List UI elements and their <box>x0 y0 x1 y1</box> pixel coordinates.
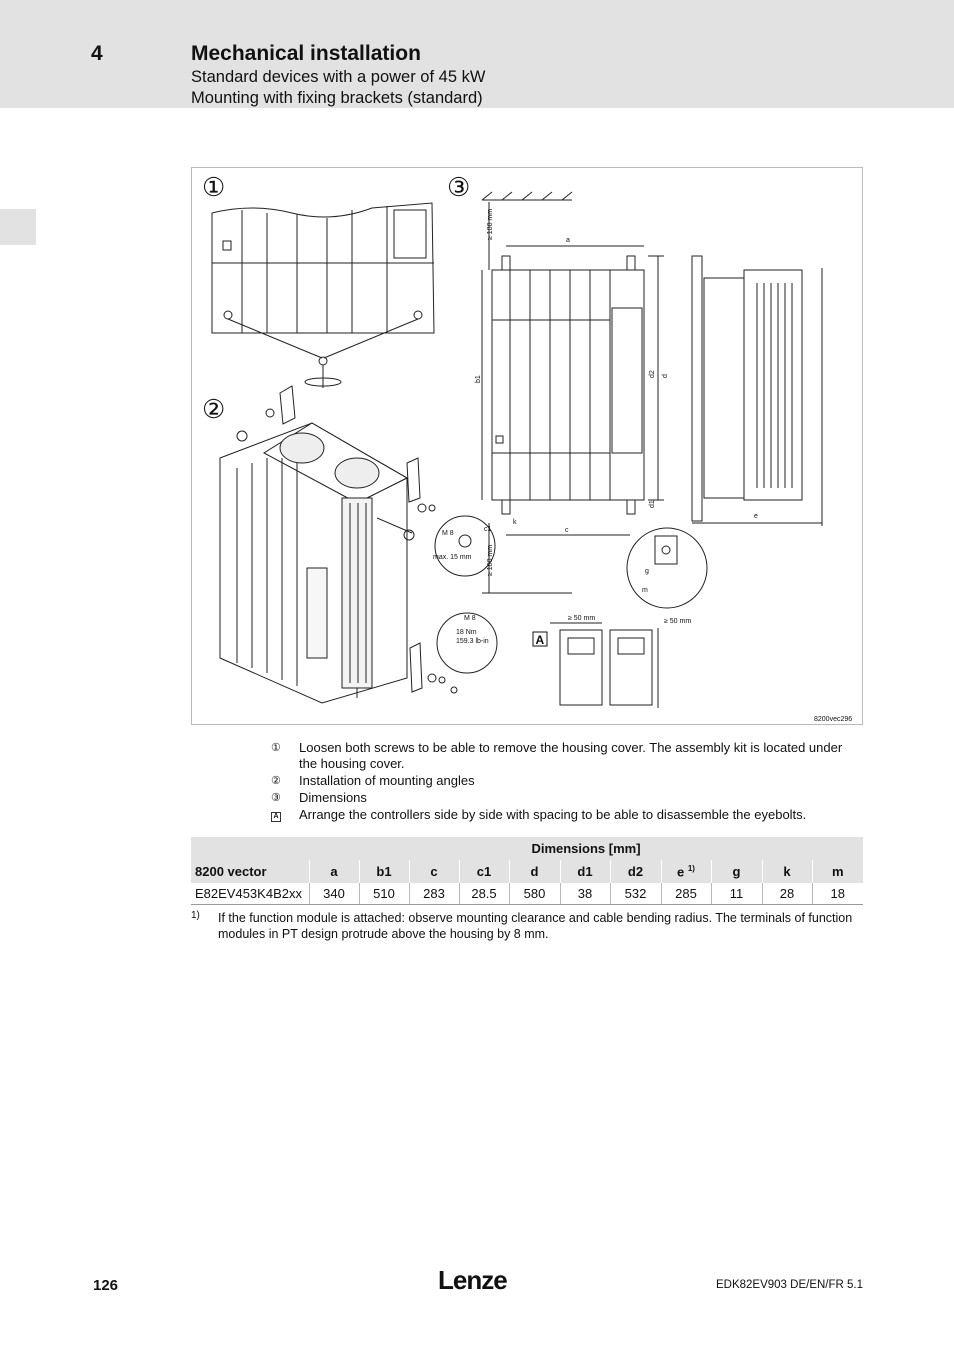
model-cell: E82EV453K4B2xx <box>191 883 309 905</box>
chapter-side-tab <box>0 209 36 245</box>
column-header: c1 <box>459 860 509 883</box>
column-header: m <box>812 860 863 883</box>
footnote-ref: 1) <box>687 863 695 873</box>
torque-nm: 18 Nm <box>456 629 477 636</box>
screw-m8-b: M 8 <box>464 615 476 622</box>
table-row <box>191 883 863 905</box>
legend-text: Dimensions <box>299 790 367 805</box>
legend-text: Installation of mounting angles <box>299 773 475 788</box>
torque-lbin: 159.3 lb-in <box>456 638 489 645</box>
column-header: c <box>409 860 459 883</box>
group-header: Dimensions [mm] <box>309 837 863 860</box>
value-cell: 38 <box>560 883 610 905</box>
chapter-title: Mechanical installation <box>191 42 421 65</box>
value-cell: 580 <box>509 883 560 905</box>
side-spacing-2: ≥ 50 mm <box>664 618 692 625</box>
dim-k: k <box>513 519 517 526</box>
column-header: d <box>509 860 560 883</box>
row-label-header: 8200 vector <box>191 860 309 883</box>
value-cell: 28 <box>762 883 812 905</box>
legend-mark: ② <box>271 775 281 787</box>
dim-m: m <box>642 587 648 594</box>
dim-c: c <box>565 527 569 534</box>
page-number: 126 <box>93 1277 119 1294</box>
legend-mark: ③ <box>271 792 281 804</box>
legend-item <box>271 740 861 772</box>
column-header: d1 <box>560 860 610 883</box>
value-cell: 28.5 <box>459 883 509 905</box>
screw-max: max. 15 mm <box>433 554 472 561</box>
callout-3: ③ <box>447 172 471 202</box>
dim-g: g <box>645 568 649 575</box>
value-cell: 510 <box>359 883 409 905</box>
legend-item <box>271 790 861 806</box>
value-cell: 532 <box>610 883 661 905</box>
callout-1: ① <box>202 172 226 202</box>
figure-id: 8200vec296 <box>814 716 853 723</box>
dim-c1: c1 <box>484 526 492 533</box>
callout-A: A <box>535 633 545 647</box>
legend-text: Arrange the controllers side by side with spacing to be able to disassemble the eyebolts. <box>299 807 807 822</box>
subtitle-line-2: Mounting with fixing brackets (standard) <box>191 89 483 107</box>
legend-item <box>271 773 861 789</box>
chapter-number: 4 <box>91 42 103 65</box>
legend-text: Loosen both screws to be able to remove the housing cover. The assembly kit is located under the housing cover. <box>299 740 843 771</box>
mounting-drawing <box>192 168 862 724</box>
top-clearance: ≥ 100 mm <box>487 208 494 240</box>
column-header: a <box>309 860 359 883</box>
value-cell: 18 <box>812 883 863 905</box>
dimensions-table <box>191 837 863 905</box>
svg-text:Lenze: Lenze <box>438 1265 507 1294</box>
dim-d1: d1 <box>649 500 656 508</box>
footnote-text: If the function module is attached: observe mounting clearance and cable bending radius. The terminals of function modules in PT design protrude above the housing by 8 mm. <box>218 911 853 941</box>
side-spacing-1: ≥ 50 mm <box>568 615 596 622</box>
callout-2: ② <box>202 394 226 424</box>
value-cell: 283 <box>409 883 459 905</box>
dim-a: a <box>566 237 570 244</box>
mounting-figure <box>191 167 863 725</box>
dim-d2: d2 <box>649 370 656 378</box>
value-cell: 285 <box>661 883 711 905</box>
column-header-e: e $^{1)}$ <box>661 860 711 883</box>
legend-mark-box: A <box>271 812 281 822</box>
document-id: EDK82EV903 DE/EN/FR 5.1 <box>715 1279 863 1291</box>
subtitle-line-1: Standard devices with a power of 45 kW <box>191 68 486 86</box>
lenze-logo <box>438 1264 518 1294</box>
column-header: k <box>762 860 812 883</box>
value-cell: 11 <box>711 883 762 905</box>
legend-mark: ① <box>271 742 281 754</box>
footnote-mark: 1) <box>191 910 200 921</box>
dim-d: d <box>662 374 669 378</box>
bottom-clearance: ≥ 100 mm <box>487 544 494 576</box>
figure-legend <box>271 740 861 824</box>
dim-b1: b1 <box>475 375 482 383</box>
value-cell: 340 <box>309 883 359 905</box>
screw-m8-a: M 8 <box>442 530 454 537</box>
column-header: g <box>711 860 762 883</box>
column-header: b1 <box>359 860 409 883</box>
dim-e: e <box>754 513 758 520</box>
legend-item <box>271 807 861 823</box>
column-header: d2 <box>610 860 661 883</box>
